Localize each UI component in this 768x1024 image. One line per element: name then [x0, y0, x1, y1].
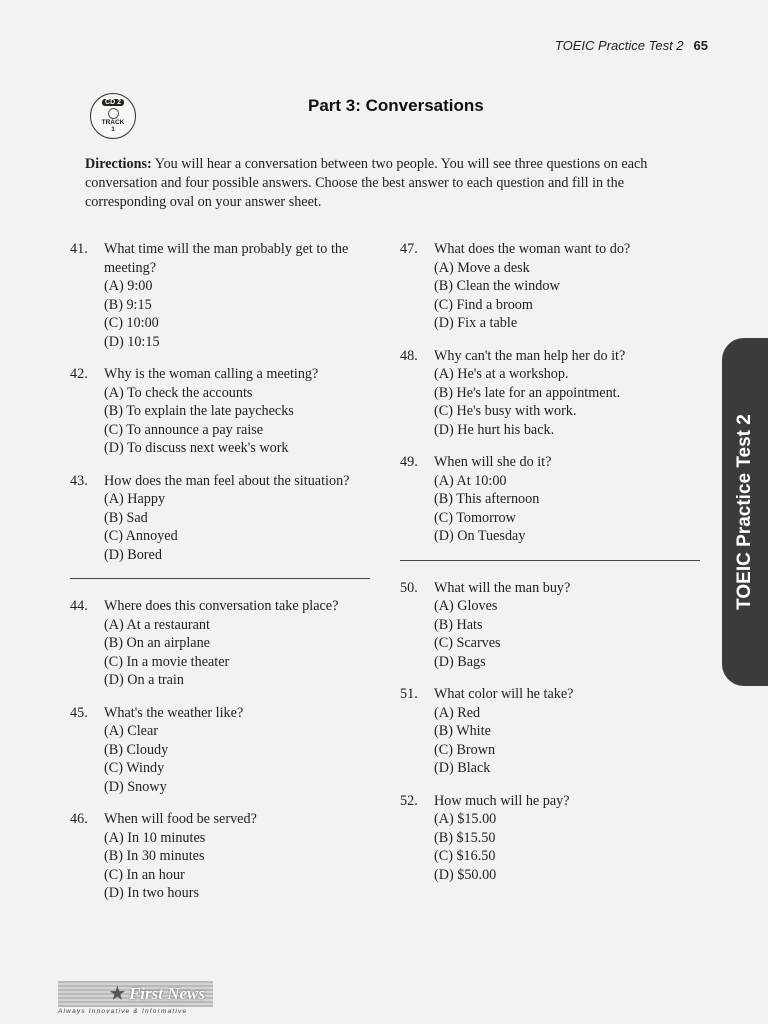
answer-option: (C) To announce a pay raise [104, 421, 264, 438]
answer-option: (C) Annoyed [104, 528, 178, 544]
answer-option: (C) Tomorrow [434, 509, 516, 526]
question-45 [70, 704, 370, 797]
question-49 [400, 453, 700, 546]
answer-option: (B) In 30 minutes [104, 848, 205, 864]
publisher-tagline: Always Innovative & Informative [58, 1008, 188, 1015]
answer-option: (D) In two hours [104, 885, 199, 901]
section-divider [400, 560, 700, 561]
answer-option: (B) Cloudy [104, 741, 169, 758]
side-tab [722, 338, 768, 686]
question-text: What's the weather like? [104, 704, 244, 721]
answer-option: (B) On an airplane [104, 635, 210, 651]
question-52 [400, 792, 700, 885]
answer-option: (C) Brown [434, 741, 496, 758]
star-icon: ★ [109, 984, 125, 1003]
question-number: 45. [70, 704, 88, 721]
question-text: What does the woman want to do? [434, 241, 631, 257]
answer-option: (A) At 10:00 [434, 472, 507, 489]
publisher-logo [58, 981, 213, 1007]
directions-text: You will hear a conversation between two people. You will see three questions on each conversation and four possible answers. Choose the best answer to each question and fill in the corresponding oval on your answer sheet. [85, 156, 648, 210]
answer-option: (A) $15.00 [434, 811, 497, 827]
question-text: Why is the woman calling a meeting? [104, 366, 319, 382]
disc-icon [108, 108, 119, 119]
answer-option: (B) To explain the late paychecks [104, 403, 294, 419]
cd-label: CD 2 [102, 99, 124, 106]
answer-option: (C) 10:00 [104, 315, 159, 331]
answer-option: (C) Scarves [434, 635, 501, 651]
answer-option: (D) To discuss next week's work [104, 440, 289, 456]
answer-option: (A) Happy [104, 491, 166, 507]
answer-option: (B) This afternoon [434, 491, 540, 507]
answer-option: (A) At a restaurant [104, 616, 210, 633]
answer-option: (A) Clear [104, 723, 158, 739]
question-50 [400, 579, 700, 672]
answer-option: (B) 9:15 [104, 296, 152, 313]
question-text: How much will he pay? [434, 792, 570, 809]
answer-option: (A) He's at a workshop. [434, 366, 569, 382]
page-title: Part 3: Conversations [308, 96, 484, 115]
question-number: 51. [400, 686, 418, 702]
answer-option: (D) Bored [104, 546, 162, 563]
answer-option: (C) Windy [104, 760, 165, 776]
question-51 [400, 685, 700, 778]
answer-option: (C) He's busy with work. [434, 403, 577, 419]
question-46 [70, 810, 370, 903]
question-text: When will food be served? [104, 811, 257, 827]
logo-text: First News [128, 984, 205, 1003]
answer-option: (D) 10:15 [104, 333, 160, 350]
question-text: Why can't the man help her do it? [434, 347, 626, 364]
question-44 [70, 597, 370, 690]
question-42 [70, 365, 370, 458]
answer-option: (A) Red [434, 704, 481, 721]
question-number: 49. [400, 454, 418, 470]
answer-option: (C) In an hour [104, 866, 185, 883]
page-number: 65 [693, 38, 708, 53]
question-number: 42. [70, 366, 88, 382]
answer-option: (D) Black [434, 760, 491, 776]
section-divider [70, 578, 370, 579]
question-text: What color will he take? [434, 686, 574, 702]
question-text: What will the man buy? [434, 579, 571, 596]
track-label: TRACK [101, 119, 125, 126]
answer-option: (D) Snowy [104, 778, 167, 795]
question-number: 50. [400, 579, 418, 596]
track-number: 1 [111, 126, 115, 133]
answer-option: (B) Clean the window [434, 278, 560, 294]
answer-option: (B) Sad [104, 509, 148, 526]
question-text: Where does this conversation take place? [104, 598, 339, 614]
question-number: 52. [400, 792, 418, 809]
question-text: How does the man feel about the situation? [104, 472, 350, 489]
answer-option: (D) He hurt his back. [434, 421, 555, 438]
question-number: 46. [70, 811, 88, 827]
answer-option: (D) $50.00 [434, 866, 497, 883]
header-title: TOEIC Practice Test 2 [554, 38, 684, 53]
answer-option: (A) To check the accounts [104, 384, 253, 401]
question-47 [400, 240, 700, 333]
directions-label: Directions: [85, 156, 152, 172]
question-number: 41. [70, 241, 88, 257]
answer-option: (C) Find a broom [434, 296, 533, 313]
answer-option: (C) $16.50 [434, 848, 496, 864]
answer-option: (D) Bags [434, 653, 486, 670]
question-41 [70, 240, 370, 351]
answer-option: (B) Hats [434, 616, 483, 633]
answer-option: (A) In 10 minutes [104, 829, 206, 846]
answer-option: (B) He's late for an appointment. [434, 384, 621, 401]
answer-option: (B) White [434, 723, 491, 739]
question-48 [400, 347, 700, 440]
answer-option: (D) On Tuesday [434, 528, 526, 544]
left-column [70, 240, 370, 917]
question-text: When will she do it? [434, 454, 552, 470]
answer-option: (B) $15.50 [434, 829, 496, 846]
question-number: 48. [400, 347, 418, 364]
cd-track-icon [90, 93, 136, 139]
answer-option: (D) On a train [104, 672, 184, 688]
answer-option: (A) 9:00 [104, 278, 153, 294]
question-number: 44. [70, 598, 88, 614]
directions [85, 155, 690, 212]
question-text: What time will the man probably get to the meeting? [104, 241, 349, 276]
side-tab-label: TOEIC Practice Test 2 [734, 414, 755, 610]
running-header [555, 38, 708, 53]
right-column [400, 240, 700, 898]
question-number: 47. [400, 241, 418, 257]
answer-option: (D) Fix a table [434, 315, 518, 331]
answer-option: (C) In a movie theater [104, 653, 230, 670]
question-43 [70, 472, 370, 565]
answer-option: (A) Move a desk [434, 259, 530, 276]
answer-option: (A) Gloves [434, 598, 498, 614]
question-number: 43. [70, 472, 88, 489]
